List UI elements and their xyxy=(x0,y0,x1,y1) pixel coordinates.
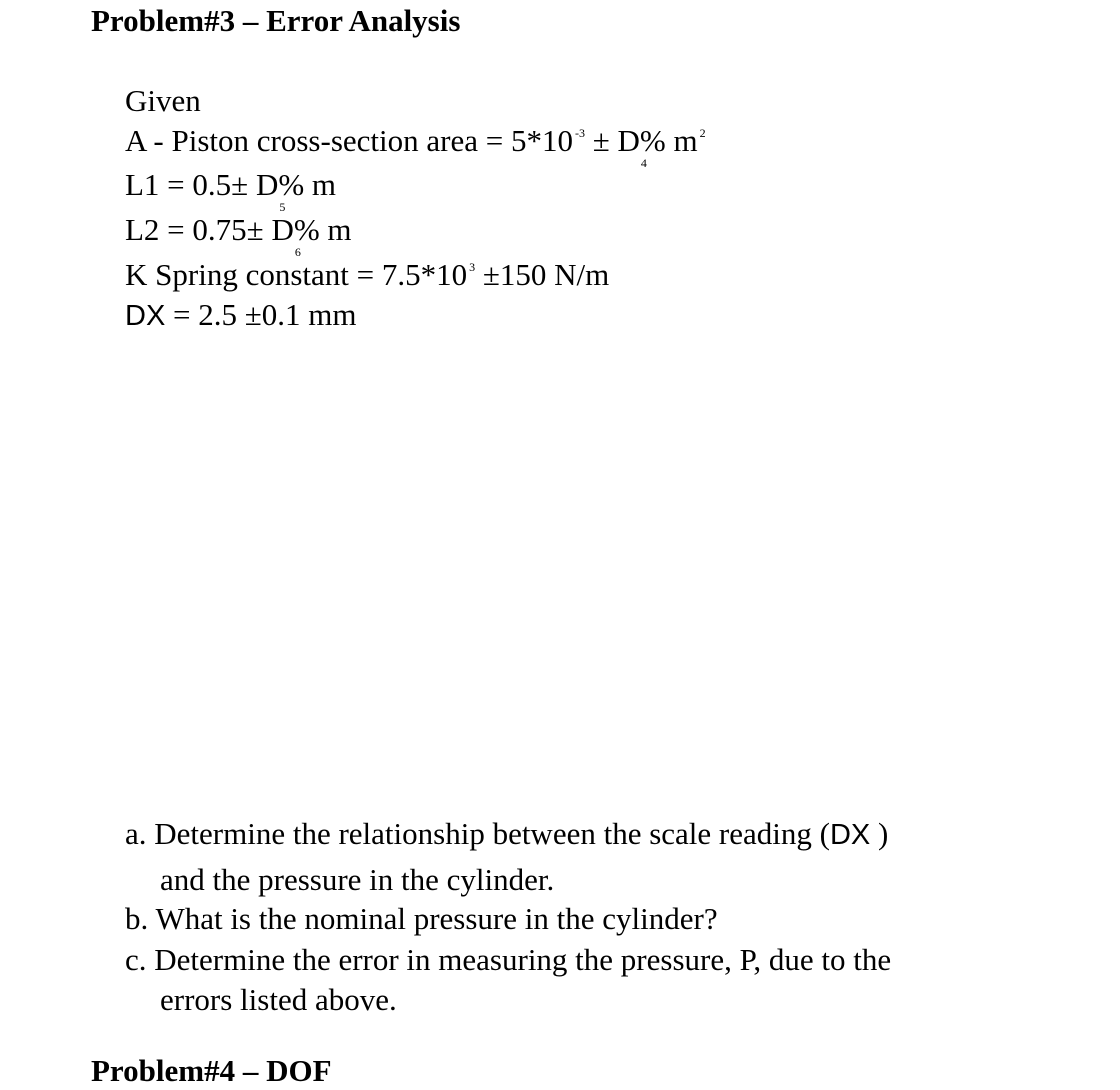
area-prefix: A - Piston cross-section area = 5*10 xyxy=(125,123,573,158)
question-a-dx: DX xyxy=(829,819,871,851)
spring-suffix: ±150 N/m xyxy=(475,257,610,292)
given-area-line xyxy=(125,122,706,170)
area-d-symbol xyxy=(617,122,647,170)
l2-d-letter: D xyxy=(271,212,294,247)
l2-d-symbol xyxy=(271,211,301,259)
l2-prefix: L2 = 0.75± xyxy=(125,212,272,247)
question-a-suffix: ) xyxy=(870,816,889,851)
l1-d-subscript: 5 xyxy=(279,200,286,214)
area-d-subscript: 4 xyxy=(640,156,647,170)
l1-d-letter: D xyxy=(255,167,279,202)
l2-suffix: % m xyxy=(293,212,352,247)
given-l1-line xyxy=(125,166,337,214)
area-pm: ± xyxy=(584,123,618,158)
l1-suffix: % m xyxy=(278,167,337,202)
area-exponent: -3 xyxy=(574,126,585,140)
question-b: b. What is the nominal pressure in the cylinder? xyxy=(125,901,718,936)
question-a-line1 xyxy=(125,815,888,854)
question-c-line1: c. Determine the error in measuring the pressure, P, due to the xyxy=(125,942,892,977)
area-d-letter: D xyxy=(617,123,640,158)
dx-value: = 2.5 ±0.1 mm xyxy=(165,297,357,332)
area-suffix: % m xyxy=(639,123,698,158)
next-problem-title: Problem#4 – DOF xyxy=(91,1053,332,1088)
given-spring-line xyxy=(125,256,609,300)
spring-prefix: K Spring constant = 7.5*10 xyxy=(125,257,468,292)
l1-prefix: L1 = 0.5± xyxy=(125,167,256,202)
question-a-line2: and the pressure in the cylinder. xyxy=(160,862,555,897)
question-c-line2: errors listed above. xyxy=(160,982,397,1017)
given-heading: Given xyxy=(125,83,201,118)
given-l2-line xyxy=(125,211,352,259)
given-dx-line xyxy=(125,296,357,335)
spring-exponent: 3 xyxy=(469,260,476,274)
area-unit-exponent: 2 xyxy=(699,126,706,140)
l1-d-symbol xyxy=(255,166,286,214)
l2-d-subscript: 6 xyxy=(294,245,301,259)
question-a-prefix: a. Determine the relationship between the scale reading ( xyxy=(125,816,830,851)
dx-label: DX xyxy=(125,300,166,332)
problem-title: Problem#3 – Error Analysis xyxy=(91,3,461,38)
